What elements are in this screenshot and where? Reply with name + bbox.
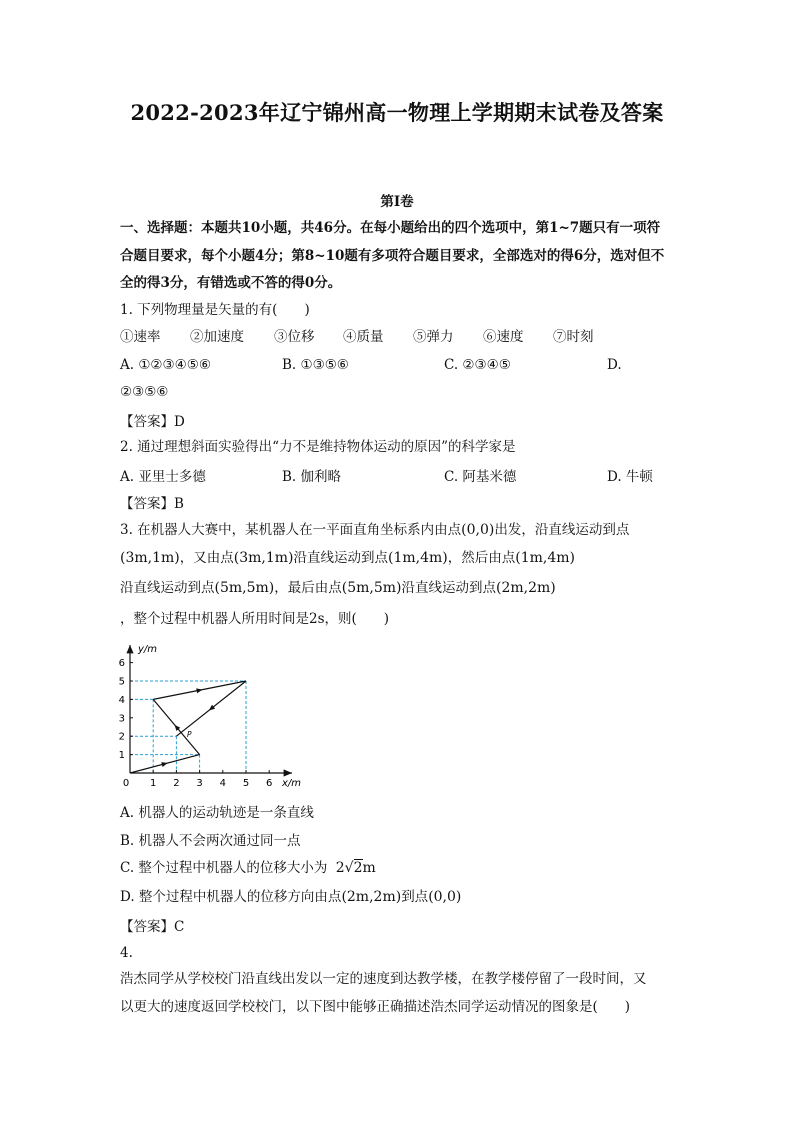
q3-line-4: ，整个过程中机器人所用时间是2s，则( ) <box>120 611 390 627</box>
y-tick-label: 5 <box>118 676 125 688</box>
q1-option-a: A. ①②③④⑤⑥ <box>120 357 211 373</box>
trajectory-figure <box>112 637 312 792</box>
q2-answer: 【答案】B <box>120 496 184 512</box>
q3-text: 沿直线运动到点 <box>120 580 215 596</box>
coord-3-1: (3m,1m) <box>120 550 180 566</box>
q1-option-d-content: ②③⑤⑥ <box>120 384 169 400</box>
q3-option-a: A. 机器人的运动轨迹是一条直线 <box>120 805 314 821</box>
q1-item: ②加速度 <box>190 329 244 345</box>
coord-3-1: (3m,1m) <box>233 550 294 566</box>
coord-5-5: (5m,5m) <box>341 580 402 596</box>
q3-text: ，又由点 <box>179 550 234 566</box>
x-axis-label: x/m <box>282 778 302 789</box>
q2-option-d: D. 牛顿 <box>607 469 653 485</box>
q3-text: 出发，沿直线运动到点 <box>494 522 630 538</box>
page-title: 2022-2023年辽宁锦州高一物理上学期期末试卷及答案 <box>130 100 664 125</box>
q4-line-2: 以更大的速度返回学校校门，以下图中能够正确描述浩杰同学运动情况的图象是( ) <box>120 999 631 1015</box>
x-tick-label: 3 <box>196 778 203 789</box>
displacement-value: 2√2m <box>335 860 376 876</box>
coord-1-4: (1m,4m) <box>515 550 575 566</box>
q1-item: ①速率 <box>120 329 161 345</box>
coord-1-4: (1m,4m) <box>388 550 448 566</box>
y-tick-label: 2 <box>118 731 125 743</box>
q3-option-c <box>120 856 376 876</box>
instructions-line-2: 合题目要求，每个小题4分；第8~10题有多项符合题目要求，全部选对的得6分，选对但不 <box>120 248 665 264</box>
q4-line-1: 浩杰同学从学校校门沿直线出发以一定的速度到达教学楼，在教学楼停留了一段时间，又 <box>120 971 647 987</box>
q2-option-b: B. 伽利略 <box>282 469 342 485</box>
q2-option-a: A. 亚里士多德 <box>120 469 206 485</box>
coord-2-2: (2m,2m) <box>496 580 556 596</box>
q1-item: ⑤弹力 <box>413 329 454 345</box>
y-axis-label: y/m <box>138 644 158 655</box>
q3-text: ，最后由点 <box>274 580 342 596</box>
q3-text: ，然后由点 <box>447 550 516 566</box>
q1-stem: 1. 下列物理量是矢量的有( ) <box>120 302 310 318</box>
q3-text: 沿直线运动到点 <box>293 550 388 566</box>
x-tick-label: 1 <box>150 778 157 789</box>
q1-option-c: C. ②③④⑤ <box>444 357 511 373</box>
q4-number: 4. <box>120 945 133 961</box>
q1-answer: 【答案】D <box>120 414 185 430</box>
y-tick-label: 1 <box>118 750 125 762</box>
x-tick-label: 2 <box>173 778 180 789</box>
instructions-line-1: 一、选择题：本题共10小题，共46分。在每小题给出的四个选项中，第1~7题只有一项符 <box>120 220 661 236</box>
q3-option-d-text: D. 整个过程中机器人的位移方向由点 <box>120 889 342 905</box>
q3-line-2 <box>120 548 575 568</box>
q3-text: 沿直线运动到点 <box>401 580 496 596</box>
instructions-line-3: 全的得3分，有错选或不答的得0分。 <box>120 275 342 291</box>
coord-origin: (0,0) <box>428 889 462 905</box>
q3-option-d: D. 整个过程中机器人的位移方向由点(2m,2m)到点(0,0) <box>120 889 462 905</box>
q1-item: ⑦时刻 <box>553 329 594 345</box>
x-tick-label: 5 <box>242 778 250 789</box>
q1-item: ③位移 <box>274 329 315 345</box>
section-heading: 第I卷 <box>380 194 414 210</box>
y-tick-label: 3 <box>118 713 125 725</box>
sqrt-icon: √ <box>344 860 354 876</box>
coord-5-5: (5m,5m) <box>214 580 275 596</box>
q3-option-c-text: C. 整个过程中机器人的位移大小为 <box>120 860 328 876</box>
q1-item: ④质量 <box>343 329 384 345</box>
q3-text: 3. 在机器人大赛中，某机器人在一平面直角坐标系内由点 <box>120 522 462 538</box>
q1-item: ⑥速度 <box>483 329 524 345</box>
coord-2-2: (2m,2m) <box>341 889 402 905</box>
x-tick-label: 6 <box>266 778 273 789</box>
q3-line-3 <box>120 578 556 598</box>
origin-label: 0 <box>122 778 130 789</box>
q3-option-b: B. 机器人不会两次通过同一点 <box>120 833 301 849</box>
q1-option-d: D. <box>607 357 622 373</box>
y-tick-label: 6 <box>118 658 125 670</box>
y-tick-label: 4 <box>118 694 125 706</box>
trajectory-path <box>130 681 246 773</box>
direction-arrow-icon <box>161 761 168 767</box>
x-tick-label: 4 <box>219 778 226 789</box>
q2-stem: 2. 通过理想斜面实验得出“力不是维持物体运动的原因”的科学家是 <box>120 439 516 455</box>
q1-option-b: B. ①③⑤⑥ <box>282 357 349 373</box>
coord-origin: (0,0) <box>461 522 495 538</box>
point-p-label: P <box>187 730 192 739</box>
q3-answer: 【答案】C <box>120 919 185 935</box>
q3-line-1 <box>120 520 629 540</box>
q2-option-c: C. 阿基米德 <box>444 469 517 485</box>
